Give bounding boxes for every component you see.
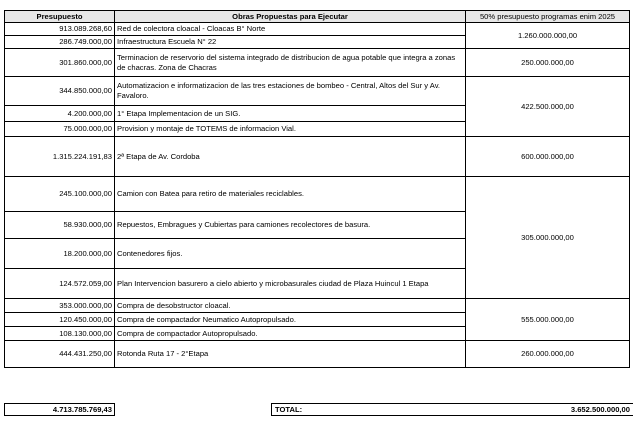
header-presupuesto: Presupuesto: [5, 11, 115, 23]
table-row: [5, 137, 630, 177]
allocation-cell: 600.000.000,00: [466, 137, 630, 177]
totals-footer: [0, 403, 633, 416]
row-amount: 444.431.250,00: [5, 341, 115, 368]
allocation-cell: 250.000.000,00: [466, 49, 630, 77]
row-amount: 353.000.000,00: [5, 299, 115, 313]
row-amount: 108.130.000,00: [5, 327, 115, 341]
row-description: Red de colectora cloacal - Cloacas B° Norte: [115, 23, 466, 36]
row-description: Rotonda Ruta 17 - 2°Etapa: [115, 341, 466, 368]
row-description: Compra de compactador Neumatico Autopropulsado.: [115, 313, 466, 327]
row-description: 1° Etapa Implementacion de un SIG.: [115, 106, 466, 122]
row-amount: 120.450.000,00: [5, 313, 115, 327]
allocation-cell: 422.500.000,00: [466, 77, 630, 137]
budget-sheet: [4, 10, 629, 368]
row-description: Compra de desobstructor cloacal.: [115, 299, 466, 313]
row-amount: 124.572.059,00: [5, 269, 115, 299]
row-amount: 301.860.000,00: [5, 49, 115, 77]
row-description: Plan Intervencion basurero a cielo abierto y microbasurales ciudad de Plaza Huincul 1 Etapa: [115, 269, 466, 299]
allocation-cell: 555.000.000,00: [466, 299, 630, 341]
header-porcentaje: 50% presupuesto programas enim 2025: [466, 11, 630, 23]
row-description: Compra de compactador Autopropulsado.: [115, 327, 466, 341]
row-description: 2ª Etapa de Av. Cordoba: [115, 137, 466, 177]
row-description: Infraestructura Escuela N° 22: [115, 36, 466, 49]
row-amount: 913.089.268,60: [5, 23, 115, 36]
row-amount: 75.000.000,00: [5, 122, 115, 137]
row-description: Provision y montaje de TOTEMS de informacion Vial.: [115, 122, 466, 137]
table-row: [5, 341, 630, 368]
allocation-cell: 260.000.000,00: [466, 341, 630, 368]
table-row: [5, 49, 630, 77]
table-row: [5, 299, 630, 313]
header-row: [5, 11, 630, 23]
budget-sum: 4.713.785.769,43: [4, 403, 115, 416]
row-amount: 286.749.000,00: [5, 36, 115, 49]
row-description: Repuestos, Embragues y Cubiertas para camiones recolectores de basura.: [115, 212, 466, 239]
budget-table: [4, 10, 630, 368]
row-amount: 4.200.000,00: [5, 106, 115, 122]
table-row: [5, 77, 630, 106]
row-description: Automatizacion e informatizacion de las tres estaciones de bombeo - Central, Altos del Sur y Av. Favaloro.: [115, 77, 466, 106]
row-amount: 1.315.224.191,83: [5, 137, 115, 177]
row-amount: 245.100.000,00: [5, 177, 115, 212]
total-value: 3.652.500.000,00: [570, 405, 630, 414]
header-obras: Obras Propuestas para Ejecutar: [115, 11, 466, 23]
row-description: Camion con Batea para retiro de materiales reciclables.: [115, 177, 466, 212]
allocation-cell: 1.260.000.000,00: [466, 23, 630, 49]
row-amount: 18.200.000,00: [5, 239, 115, 269]
total-label: TOTAL:: [275, 405, 303, 414]
row-description: Terminacion de reservorio del sistema integrado de distribucion de agua potable que integra a zonas de chacras. Zona de Chacras: [115, 49, 466, 77]
total-box: [271, 403, 633, 416]
allocation-cell: 305.000.000,00: [466, 177, 630, 299]
row-amount: 58.930.000,00: [5, 212, 115, 239]
table-row: [5, 177, 630, 212]
table-row: [5, 23, 630, 36]
row-description: Contenedores fijos.: [115, 239, 466, 269]
row-amount: 344.850.000,00: [5, 77, 115, 106]
